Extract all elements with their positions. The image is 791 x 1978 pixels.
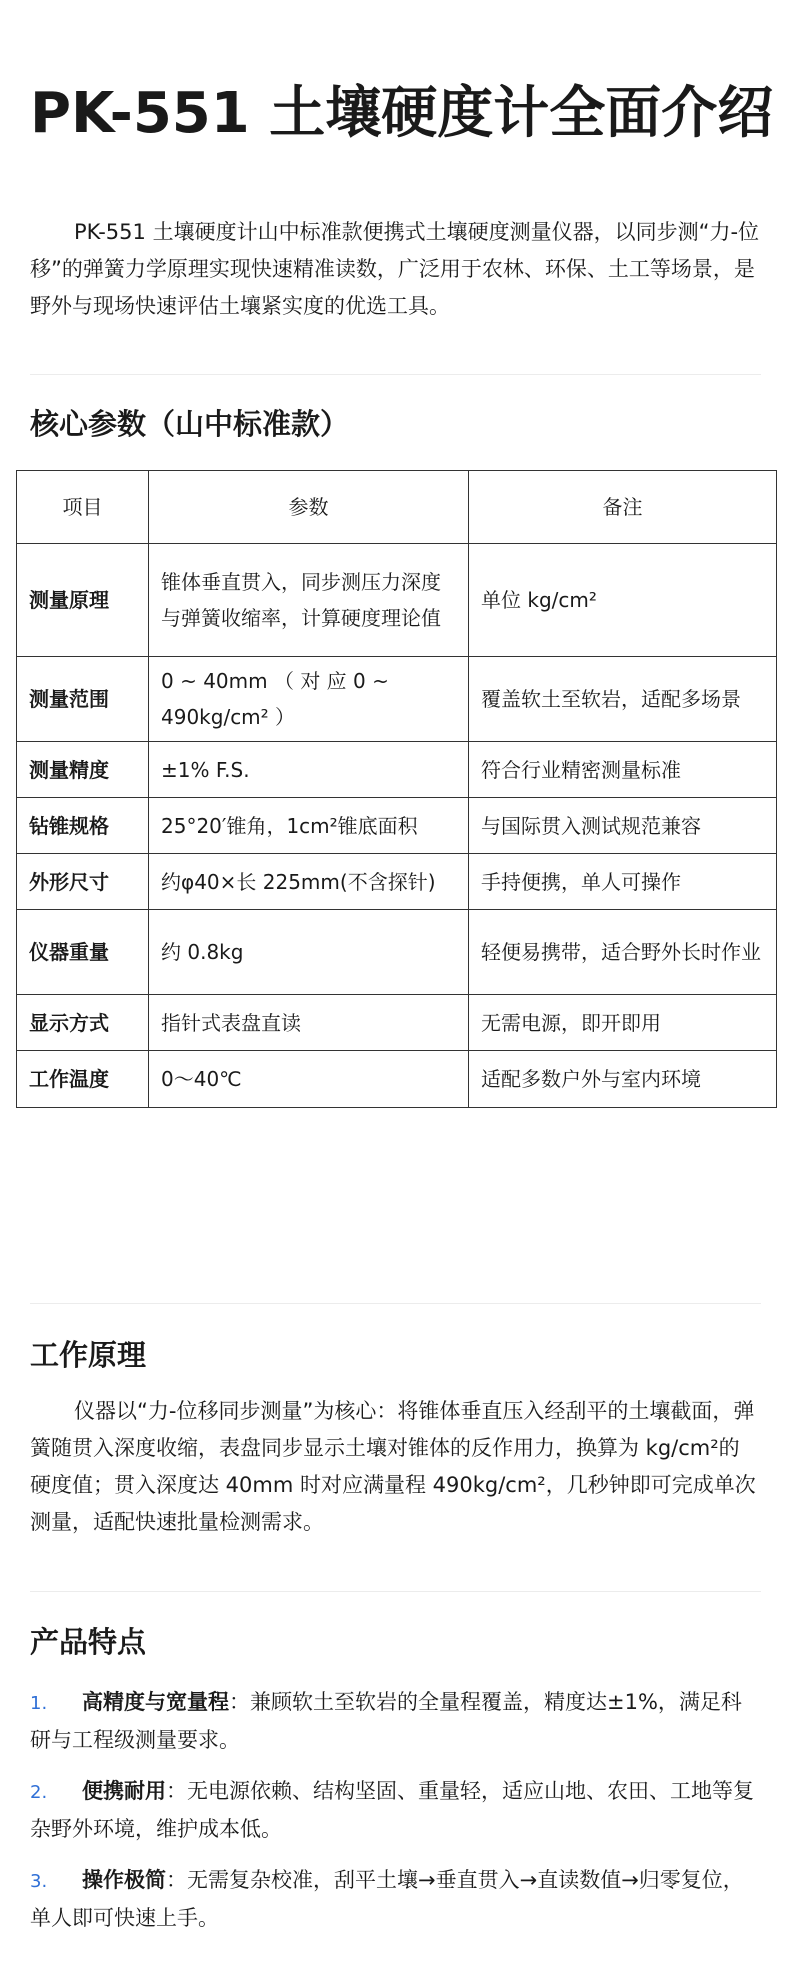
row-param: 指针式表盘直读	[149, 995, 469, 1051]
row-param: ±1% F.S.	[149, 742, 469, 798]
feature-text: ：无电源依赖、结构坚固、重量轻，适应山地、农田、工地等复杂野外环境，维护成本低。	[30, 1779, 754, 1841]
principle-heading: 工作原理	[30, 1338, 147, 1372]
table-row	[17, 657, 777, 742]
row-param: 约φ40×长 225mm(不含探针)	[149, 854, 469, 910]
list-number: 3.	[30, 1871, 48, 1892]
feature-term: 操作极简	[82, 1868, 166, 1892]
list-number: 2.	[30, 1782, 48, 1803]
table-row	[17, 544, 777, 657]
row-item: 测量范围	[17, 657, 149, 742]
row-note: 适配多数户外与室内环境	[469, 1051, 777, 1108]
row-item: 显示方式	[17, 995, 149, 1051]
table-row	[17, 742, 777, 798]
table-row	[17, 798, 777, 854]
row-item: 钻锥规格	[17, 798, 149, 854]
table-row	[17, 1051, 777, 1108]
row-item: 外形尺寸	[17, 854, 149, 910]
table-row	[17, 910, 777, 995]
table-header-row	[17, 471, 777, 544]
row-item: 仪器重量	[17, 910, 149, 995]
row-item: 工作温度	[17, 1051, 149, 1108]
features-heading: 产品特点	[30, 1625, 147, 1659]
row-param: 0～40℃	[149, 1051, 469, 1108]
header-param: 参数	[149, 471, 469, 544]
header-note: 备注	[469, 471, 777, 544]
params-heading: 核心参数（山中标准款）	[30, 407, 350, 441]
row-item: 测量精度	[17, 742, 149, 798]
table-row	[17, 854, 777, 910]
header-item: 项目	[17, 471, 149, 544]
feature-term: 便携耐用	[82, 1779, 166, 1803]
feature-term: 高精度与宽量程	[82, 1690, 229, 1714]
feature-text: ：无需复杂校准，刮平土壤→垂直贯入→直读数值→归零复位，单人即可快速上手。	[30, 1868, 744, 1930]
row-note: 无需电源，即开即用	[469, 995, 777, 1051]
intro-paragraph: PK-551 土壤硬度计山中标准款便携式土壤硬度测量仪器，以同步测“力-位移”的弹簧力学原理实现快速精准读数，广泛用于农林、环保、土工等场景，是野外与现场快速评估土壤紧实度的优选工具。	[30, 220, 760, 318]
params-table	[16, 470, 777, 1108]
page-title: PK-551 土壤硬度计全面介绍	[30, 81, 774, 146]
row-param: 约 0.8kg	[149, 910, 469, 995]
list-item	[30, 1773, 760, 1848]
feature-text: ：兼顾软土至软岩的全量程覆盖，精度达±1%，满足科研与工程级测量要求。	[30, 1690, 742, 1752]
section-divider	[30, 374, 761, 375]
row-note: 符合行业精密测量标准	[469, 742, 777, 798]
row-note: 覆盖软土至软岩，适配多场景	[469, 657, 777, 742]
row-param: 25°20′锥角，1cm²锥底面积	[149, 798, 469, 854]
row-note: 轻便易携带，适合野外长时作业	[469, 910, 777, 995]
table-row	[17, 995, 777, 1051]
features-list	[30, 1684, 760, 1951]
row-note: 与国际贯入测试规范兼容	[469, 798, 777, 854]
row-param: 0 ~ 40mm （ 对 应 0 ~ 490kg/cm² ）	[149, 657, 469, 742]
row-note: 单位 kg/cm²	[469, 544, 777, 657]
principle-paragraph: 仪器以“力-位移同步测量”为核心：将锥体垂直压入经刮平的土壤截面，弹簧随贯入深度收缩，表盘同步显示土壤对锥体的反作用力，换算为 kg/cm²的硬度值；贯入深度达 40mm 时对应满量程 490kg/cm²，几秒钟即可完成单次测量，适配快速批量检测需求。	[30, 1399, 756, 1534]
row-note: 手持便携，单人可操作	[469, 854, 777, 910]
list-item	[30, 1862, 760, 1937]
list-number: 1.	[30, 1693, 48, 1714]
row-param: 锥体垂直贯入，同步测压力深度与弹簧收缩率，计算硬度理论值	[149, 544, 469, 657]
list-item	[30, 1684, 760, 1759]
section-divider	[30, 1591, 761, 1592]
section-divider	[30, 1303, 761, 1304]
row-item: 测量原理	[17, 544, 149, 657]
